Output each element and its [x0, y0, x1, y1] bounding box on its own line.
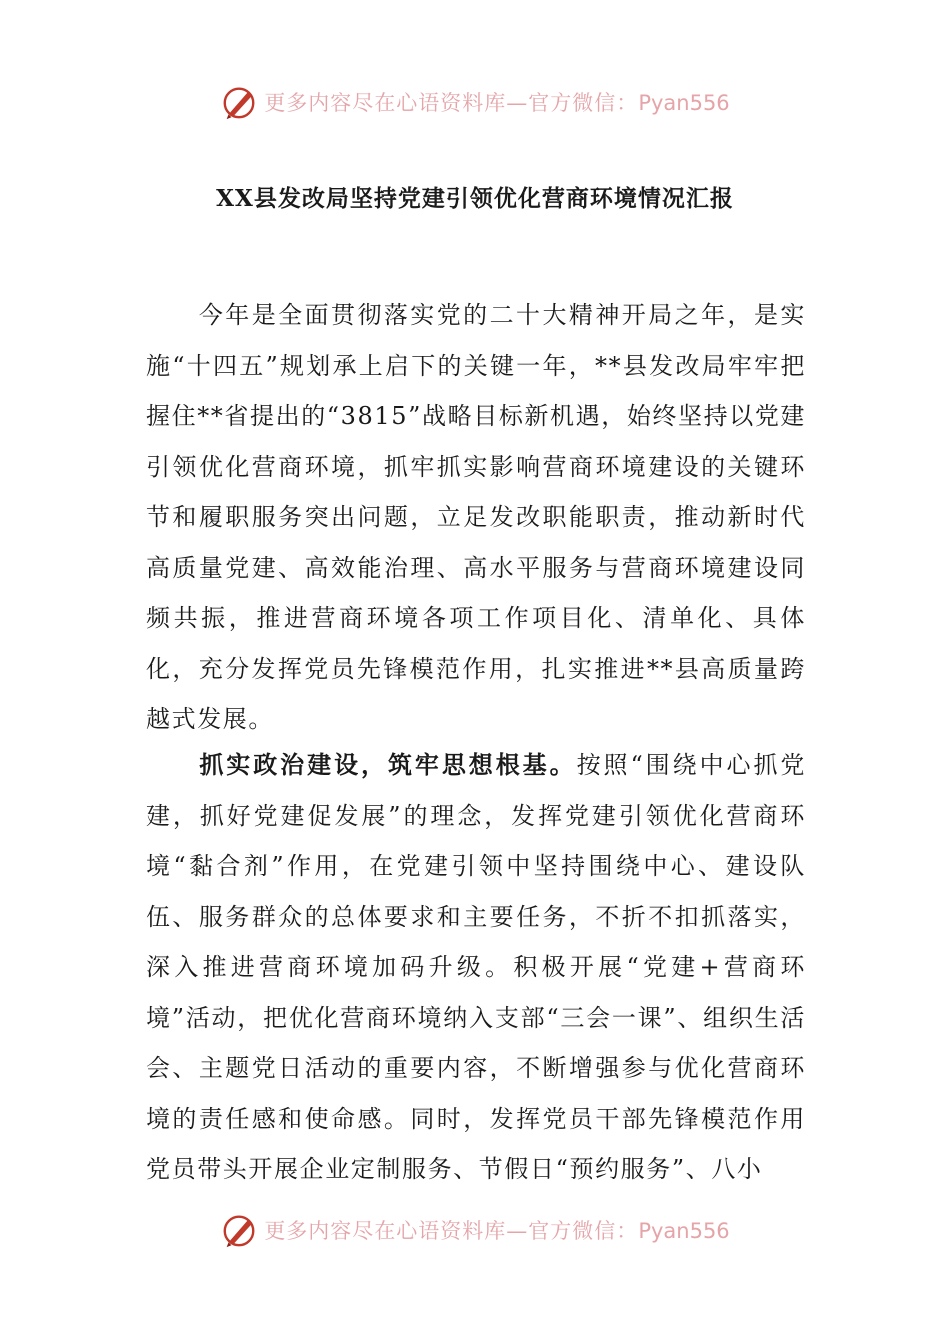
watermark-banner-top	[0, 82, 950, 122]
paragraph-2-lead: 抓实政治建设，筑牢思想根基。	[198, 750, 577, 779]
paragraph-1-text: 今年是全面贯彻落实党的二十大精神开局之年，是实施“十四五”规划承上启下的关键一年，**县发改局牢牢把握住**省提出的“3815”战略目标新机遇，始终坚持以党建引领优化营商环境，抓牢抓实影响营商环境建设的关键环节和履职服务突出问题，立足发改职能职责，推动新时代高质量党建、高效能治理、高水平服务与营商环境建设同频共振，推进营商环境各项工作项目化、清单化、具体化，充分发挥党员先锋模范作用，扎实推进**县高质量跨越式发展。	[146, 301, 807, 733]
watermark-handle: Pyan556	[638, 91, 730, 115]
watermark-banner-bottom	[0, 1210, 950, 1250]
paragraph-2	[146, 740, 806, 1195]
watermark-handle: Pyan556	[638, 1219, 730, 1243]
paragraph-2-text: 按照“围绕中心抓党建，抓好党建促发展”的理念，发挥党建引领优化营商环境“黏合剂”作用，在党建引领中坚持围绕中心、建设队伍、服务群众的总体要求和主要任务，不折不扣抓落实，深入推进营商环境加码升级。积极开展“党建+营商环境”活动，把优化营商环境纳入支部“三会一课”、组织生活会、主题党日活动的重要内容，不断增强参与优化营商环境的责任感和使命感。同时，发挥党员干部先锋模范作用党员带头开展企业定制服务、节假日“预约服务”、八小	[146, 751, 807, 1183]
pen-circle-logo-icon	[220, 83, 258, 121]
watermark-text: 更多内容尽在心语资料库—官方微信：Pyan556	[264, 1219, 730, 1243]
watermark-text: 更多内容尽在心语资料库—官方微信：Pyan556	[264, 91, 730, 115]
pen-circle-logo-icon	[220, 1211, 258, 1249]
document-title: XX县发改局坚持党建引领优化营商环境情况汇报	[216, 185, 734, 212]
paragraph-1	[146, 290, 806, 745]
